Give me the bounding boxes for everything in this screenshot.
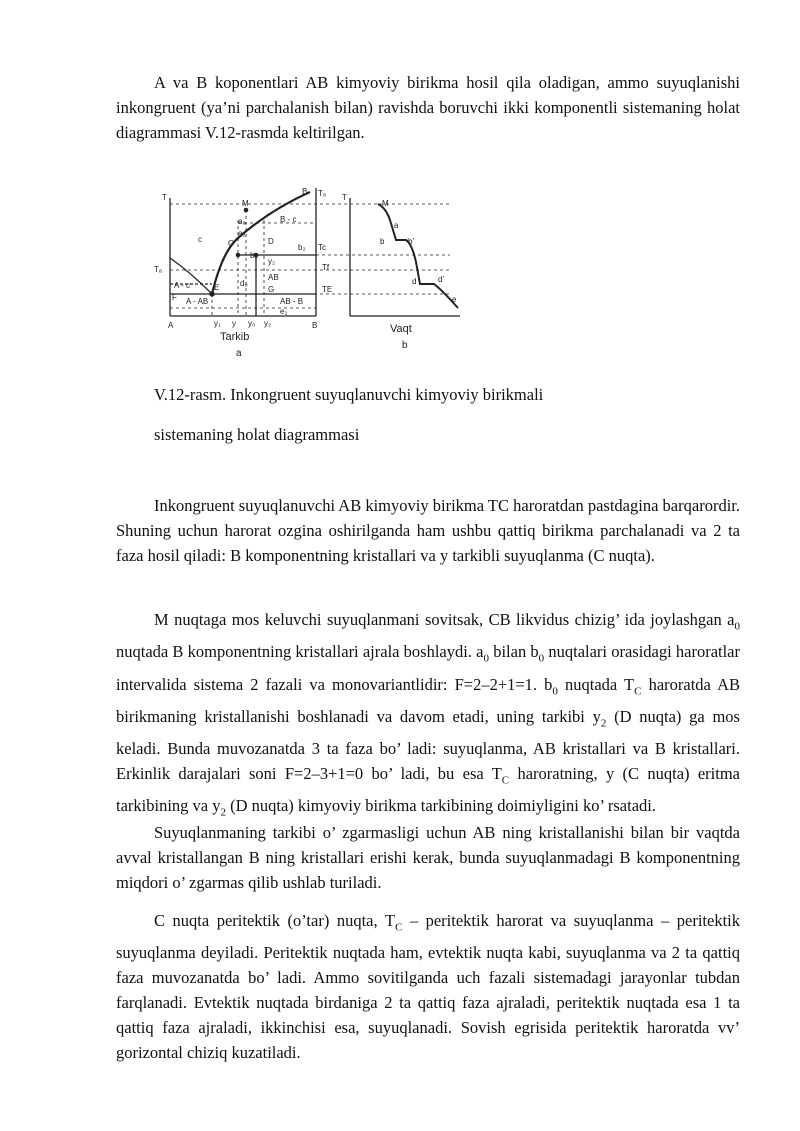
x-axis-label-time: Vaqt (390, 323, 412, 335)
paragraph-2: M nuqtaga mos keluvchi suyuqlanmani sovitsak, CB likvidus chizig’ ida joylashgan $a_0$ nuqtada B komponentning kristallari ajrala boshlaydi. $a_0$ bilan $b_0$ nuqtalari orasidagi haroratlar intervalida sistema 2 fazali va monovariantlidir: F=2–2+1=1. $b_0$ nuqtada $T_C$ haroratda AB birikmaning kristallanishi boshlanadi va davom etadi, uning tarkibi $y_2$ (D nuqta) ga mos keladi. Bunda muvozanatda 3 ta faza bo’ ladi: suyuqlanma, AB kristallari va B kristallari. Erkinlik darajalari soni F=2–3+1=0 bo’ ladi, bu esa $T_C$ haroratning, y (C nuqta) eritma tarkibining va $y_2$ (D nuqta) kimyoviy birikma tarkibining doimiyligini ko’ rsatadi. (116, 610, 741, 819)
subfigure-a-label: a (236, 348, 242, 359)
label-y2-axis: y₂ (264, 319, 272, 328)
label-a0: a₀ (238, 217, 246, 226)
label-D: D (268, 237, 274, 246)
label-M: M (242, 199, 249, 208)
label-Tf: Tf (322, 263, 330, 272)
label-M-right: M (382, 199, 389, 208)
label-a2: a₂ (238, 229, 246, 238)
intro-paragraph: A va B koponentlari AB kimyoviy birikma hosil qila oladigan, ammo suyuqlanishi inkongruent (ya’ni parchalanish bilan) ravishda boruvchi ikki komponentli sistemaning holat diagrammasi V.12-rasmda keltirilgan. (116, 73, 740, 142)
left-diagram-labels (154, 187, 326, 359)
paragraph-1: Inkongruent suyuqlanuvchi AB kimyoviy birikma TC haroratdan pastdagina barqarordir. Shuning uchun harorat ozgina oshirilganda ham ushbu qattiq birikma parchalanadi va 2 ta faza hosil qiladi: B komponentning kristallari va y tarkibli suyuqlanma (C nuqta). (116, 496, 740, 565)
x-axis-label-composition: Tarkib (220, 331, 250, 343)
label-A-axis: A (168, 321, 174, 330)
label-y0: y₀ (248, 319, 256, 328)
label-d-prime: d’ (438, 275, 445, 284)
label-b2: b₂ (298, 243, 306, 252)
label-TE: TE (322, 285, 333, 294)
figure-caption-line1: V.12-rasm. Inkongruent suyuqlanuvchi kimyoviy birikmali (154, 385, 544, 404)
label-a-right: a (394, 221, 399, 230)
label-B-axis: B (312, 321, 318, 330)
label-T-right: T (342, 193, 347, 202)
label-A-c: A - c (174, 281, 191, 290)
label-TB: T₈ (318, 189, 327, 198)
label-y1: y₁ (214, 319, 221, 328)
label-T: T (162, 193, 167, 202)
label-d-right: d (412, 277, 417, 286)
label-AB-B: AB - B (280, 297, 304, 306)
label-B: B (302, 187, 308, 196)
label-b0: b₀ (250, 251, 258, 260)
label-TC: Tc (318, 243, 326, 252)
label-G: G (268, 285, 275, 294)
label-b-right: b (380, 237, 385, 246)
label-AB: AB (268, 273, 279, 282)
label-b-prime: b’ (408, 237, 415, 246)
label-e-right: e (452, 295, 457, 304)
label-d0: d₀ (240, 279, 248, 288)
paragraph-3: Suyuqlanmaning tarkibi o’ zgarmasligi uchun AB ning kristallanishi bilan bir vaqtda avval kristallangan B ning kristallari erishi kerak, bunda suyuqlanmadagi B komponentning miqdori o’ zgarmas qilib ushlab turiladi. (116, 823, 740, 892)
label-A-AB: A - AB (186, 297, 209, 306)
subfigure-b-label: b (402, 340, 408, 351)
paragraph-4: C nuqta peritektik (o’tar) nuqta, $T_C$ – peritektik harorat va suyuqlanma – peritektik suyuqlanma deyiladi. Peritektik nuqtada ham, evtektik nuqta kabi, suyuqlanma va 2 ta qattiq faza muvozanatda bo’ ladi. Ammo sovitilganda uch fazali sistemadagi jarayonlar tubdan farqlanadi. Evtektik nuqtada birdaniga 2 ta qattiq faza ajraladi, peritektik nuqtada esa 1 ta qattiq faza ajraladi, ikkinchisi esa, suyuqlanadi. Sovish egrisida peritektik haroratda vv’ gorizontal chiziq kuzatiladi. (116, 911, 740, 1063)
label-e2: e₂ (280, 307, 288, 316)
label-F: F (172, 293, 177, 302)
figure-caption-line2: sistemaning holat diagrammasi (154, 425, 360, 444)
label-c: c (198, 235, 202, 244)
label-E: E (214, 283, 220, 292)
label-TA: Tₐ (154, 265, 162, 274)
label-B-c: B - c (280, 215, 297, 224)
label-C: C (228, 239, 234, 248)
label-y: y (232, 319, 236, 328)
phase-diagram-figure (150, 180, 480, 370)
label-y2: y₂ (268, 257, 276, 266)
